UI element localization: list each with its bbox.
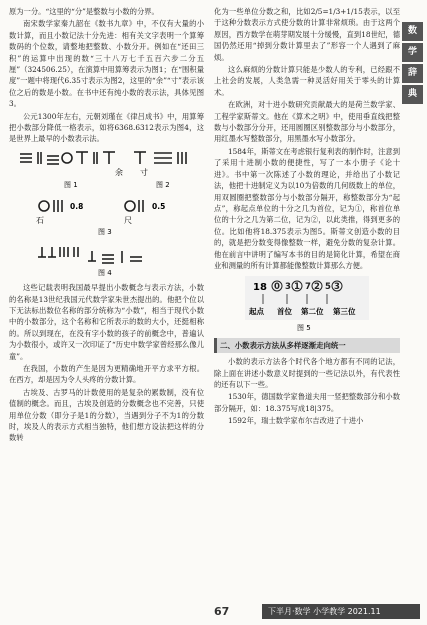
paragraph: 化为一些单位分数之和，比如2/5=1/3+1/15表示，以至于这种分数表示方式使分数的计算非常烦琐。由于这两个原因，西方数学在萌芽期发展十分缓慢，直到18世纪，德国仍然还用“掉到分数计算里去了”形容一个人遇到了麻烦。 xyxy=(214,7,400,62)
fig1-char: 余 xyxy=(114,167,123,177)
fig5-label: 第二位 xyxy=(301,307,324,317)
rod-numerals-figure xyxy=(12,148,202,190)
page-footer xyxy=(0,603,427,621)
figure-5 xyxy=(214,274,400,335)
paragraph: 古埃及、古罗马的计数使用的是复杂的累数制，没有位值制的概念。而且，古埃及创造的分数概念也不完善，只使用单位分数（即分子是1的分数），当遇到分子不为1的分数时，埃及人的表示方式相当独特，他们想方设法把这样的分数转 xyxy=(9,387,204,443)
svg-text:7: 7 xyxy=(305,282,311,293)
journal-banner: 下半月·数学 小学教学 2021.11 xyxy=(262,604,420,619)
paragraph: 南宋数学家秦九韶在《数书九章》中，不仅有大量的小数计算，而且小数记法十分先进：相有关文字表明一个算筹数码的个位数，请整地把整数、小数分开。例如在“还田三积”的运算中出现的数“三十八万七千五百六步二分五厘”（324506.25），在演算中用算筹表示为图1；在“围积量度”一题中将现代6.35寸表示为图2，这里的“余”“寸”表示该位之后的数是小数。在书中还有纯小数的表示法，具体见图3。 xyxy=(9,19,204,109)
paragraph: 这么麻烦的分数计算只能是少数人的专利，已经跟不上社会的发展，人类急需一种灵活好用关于零头的计算术。 xyxy=(214,65,400,97)
paragraph: 1584年，斯蒂文在考虑银行复利表的制作时，注意到了采用十进制小数的便捷性，写了一本小册子《论十进》。书中第一次陈述了小数的理论，并给出了小数记法，他把十进制定义为以10为倍数的几何级数上的单位，用双圆圈把整数部分与小数部分隔开，称整数部分为“起点”，称起点单位的十分之几为首位，记为①，称首位单位的十分之几为第二位，记为②，以此类推，得到更多的位。比如他将18.375表示为图5。斯蒂文创造小数的目的，就是把分数变得像整数一样，避免分数的复杂计算。他在前言中讲明了编写本书的目的是简化计算，希望在商业和测量的所有计算都能像整数计算那么方便。 xyxy=(214,146,400,270)
svg-text:3: 3 xyxy=(334,282,340,293)
fig2-char: 寸 xyxy=(139,167,148,177)
fig3-char-b: 尺 xyxy=(123,216,132,226)
section-tab xyxy=(402,22,423,104)
fig3-value-a: 0.8 xyxy=(69,202,83,212)
stevin-notation-figure xyxy=(217,274,397,332)
fig5-number: 18 xyxy=(253,282,267,294)
paragraph: 公元1300年左右，元朝刘瑾在《律吕成书》中，用算筹把小数部分降低一格表示，如将6368.6312表示为图4，这是世界上最早的小数表示法。 xyxy=(9,111,204,144)
paragraph: 在我国，小数的产生是因为更精确地开平方求平方根。在西方，却是因为令人头疼的分数计算。 xyxy=(9,363,204,385)
svg-text:0: 0 xyxy=(274,282,280,293)
paragraph: 1530年，德国数学家鲁道夫用一竖把整数部分和小数部分隔开，如：18.375写成18|375。 xyxy=(214,392,400,413)
svg-text:2: 2 xyxy=(314,282,320,293)
fig5-label: 第三位 xyxy=(333,307,356,317)
paragraph: 在欧洲，对十进小数研究贡献最大的是荷兰数学家、工程学家斯蒂文。他在《算术之明》中，使用垂直线把整数与小数部分分开，还用圆圈区别整数部分与小数部分，用红墨水写整数部分，用黑墨水写小数部分。 xyxy=(214,100,400,144)
fig5-label: 起点 xyxy=(249,307,264,317)
tab-char: 典 xyxy=(402,85,423,104)
paragraph: 这些记载表明我国最早提出小数概念与表示方法，小数的名称是13世纪我国元代数学家朱世杰提出的。他把个位以下无法标出数位名称的部分统称为“小数”，相当于现代小数中的小数部分，这个名称和它所表示的数的大小，还挺相称的。所以到现在，在没有字小数的孩子的前概念中，普遍认为小数很小，或许又一次印证了“历史中数学家曾经那么像儿童”。 xyxy=(9,283,204,361)
left-column xyxy=(9,6,204,445)
right-column xyxy=(214,6,400,428)
tab-char: 学 xyxy=(402,43,423,62)
fig3-caption: 图 3 xyxy=(97,228,112,237)
pure-decimal-figure xyxy=(12,196,202,236)
lowered-decimal-figure xyxy=(12,243,202,277)
figure-4 xyxy=(9,243,204,280)
fig4-caption: 图 4 xyxy=(97,268,112,277)
svg-text:1: 1 xyxy=(294,282,300,293)
fig2-caption: 图 2 xyxy=(155,180,170,189)
fig1-caption: 图 1 xyxy=(63,180,78,189)
fig3-char-a: 石 xyxy=(35,216,44,226)
paragraph: 小数的表示方法各个时代各个地方都有不同的记法，除上面在讲述小数意义时提到的一些记法以外，有代表性的还有以下一些。 xyxy=(214,357,400,389)
tab-char: 数 xyxy=(402,22,423,41)
tab-char: 辞 xyxy=(402,64,423,83)
paragraph: 1592年，瑞士数学家布尔吉改进了十进小 xyxy=(228,416,364,426)
section-heading: 二、小数表示方法从多样逐渐走向统一 xyxy=(214,338,400,353)
fig5-label: 首位 xyxy=(277,307,292,317)
figure-3 xyxy=(9,196,204,239)
fig5-caption: 图 5 xyxy=(297,324,311,333)
page-number: 67 xyxy=(214,605,230,618)
svg-text:3: 3 xyxy=(285,282,291,293)
figure-1-2 xyxy=(9,148,204,193)
fig3-value-b: 0.5 xyxy=(151,202,165,212)
paragraph: 原为一分。“这里的“分”是整数与小数的分界。 xyxy=(9,7,159,16)
svg-text:5: 5 xyxy=(325,282,331,293)
